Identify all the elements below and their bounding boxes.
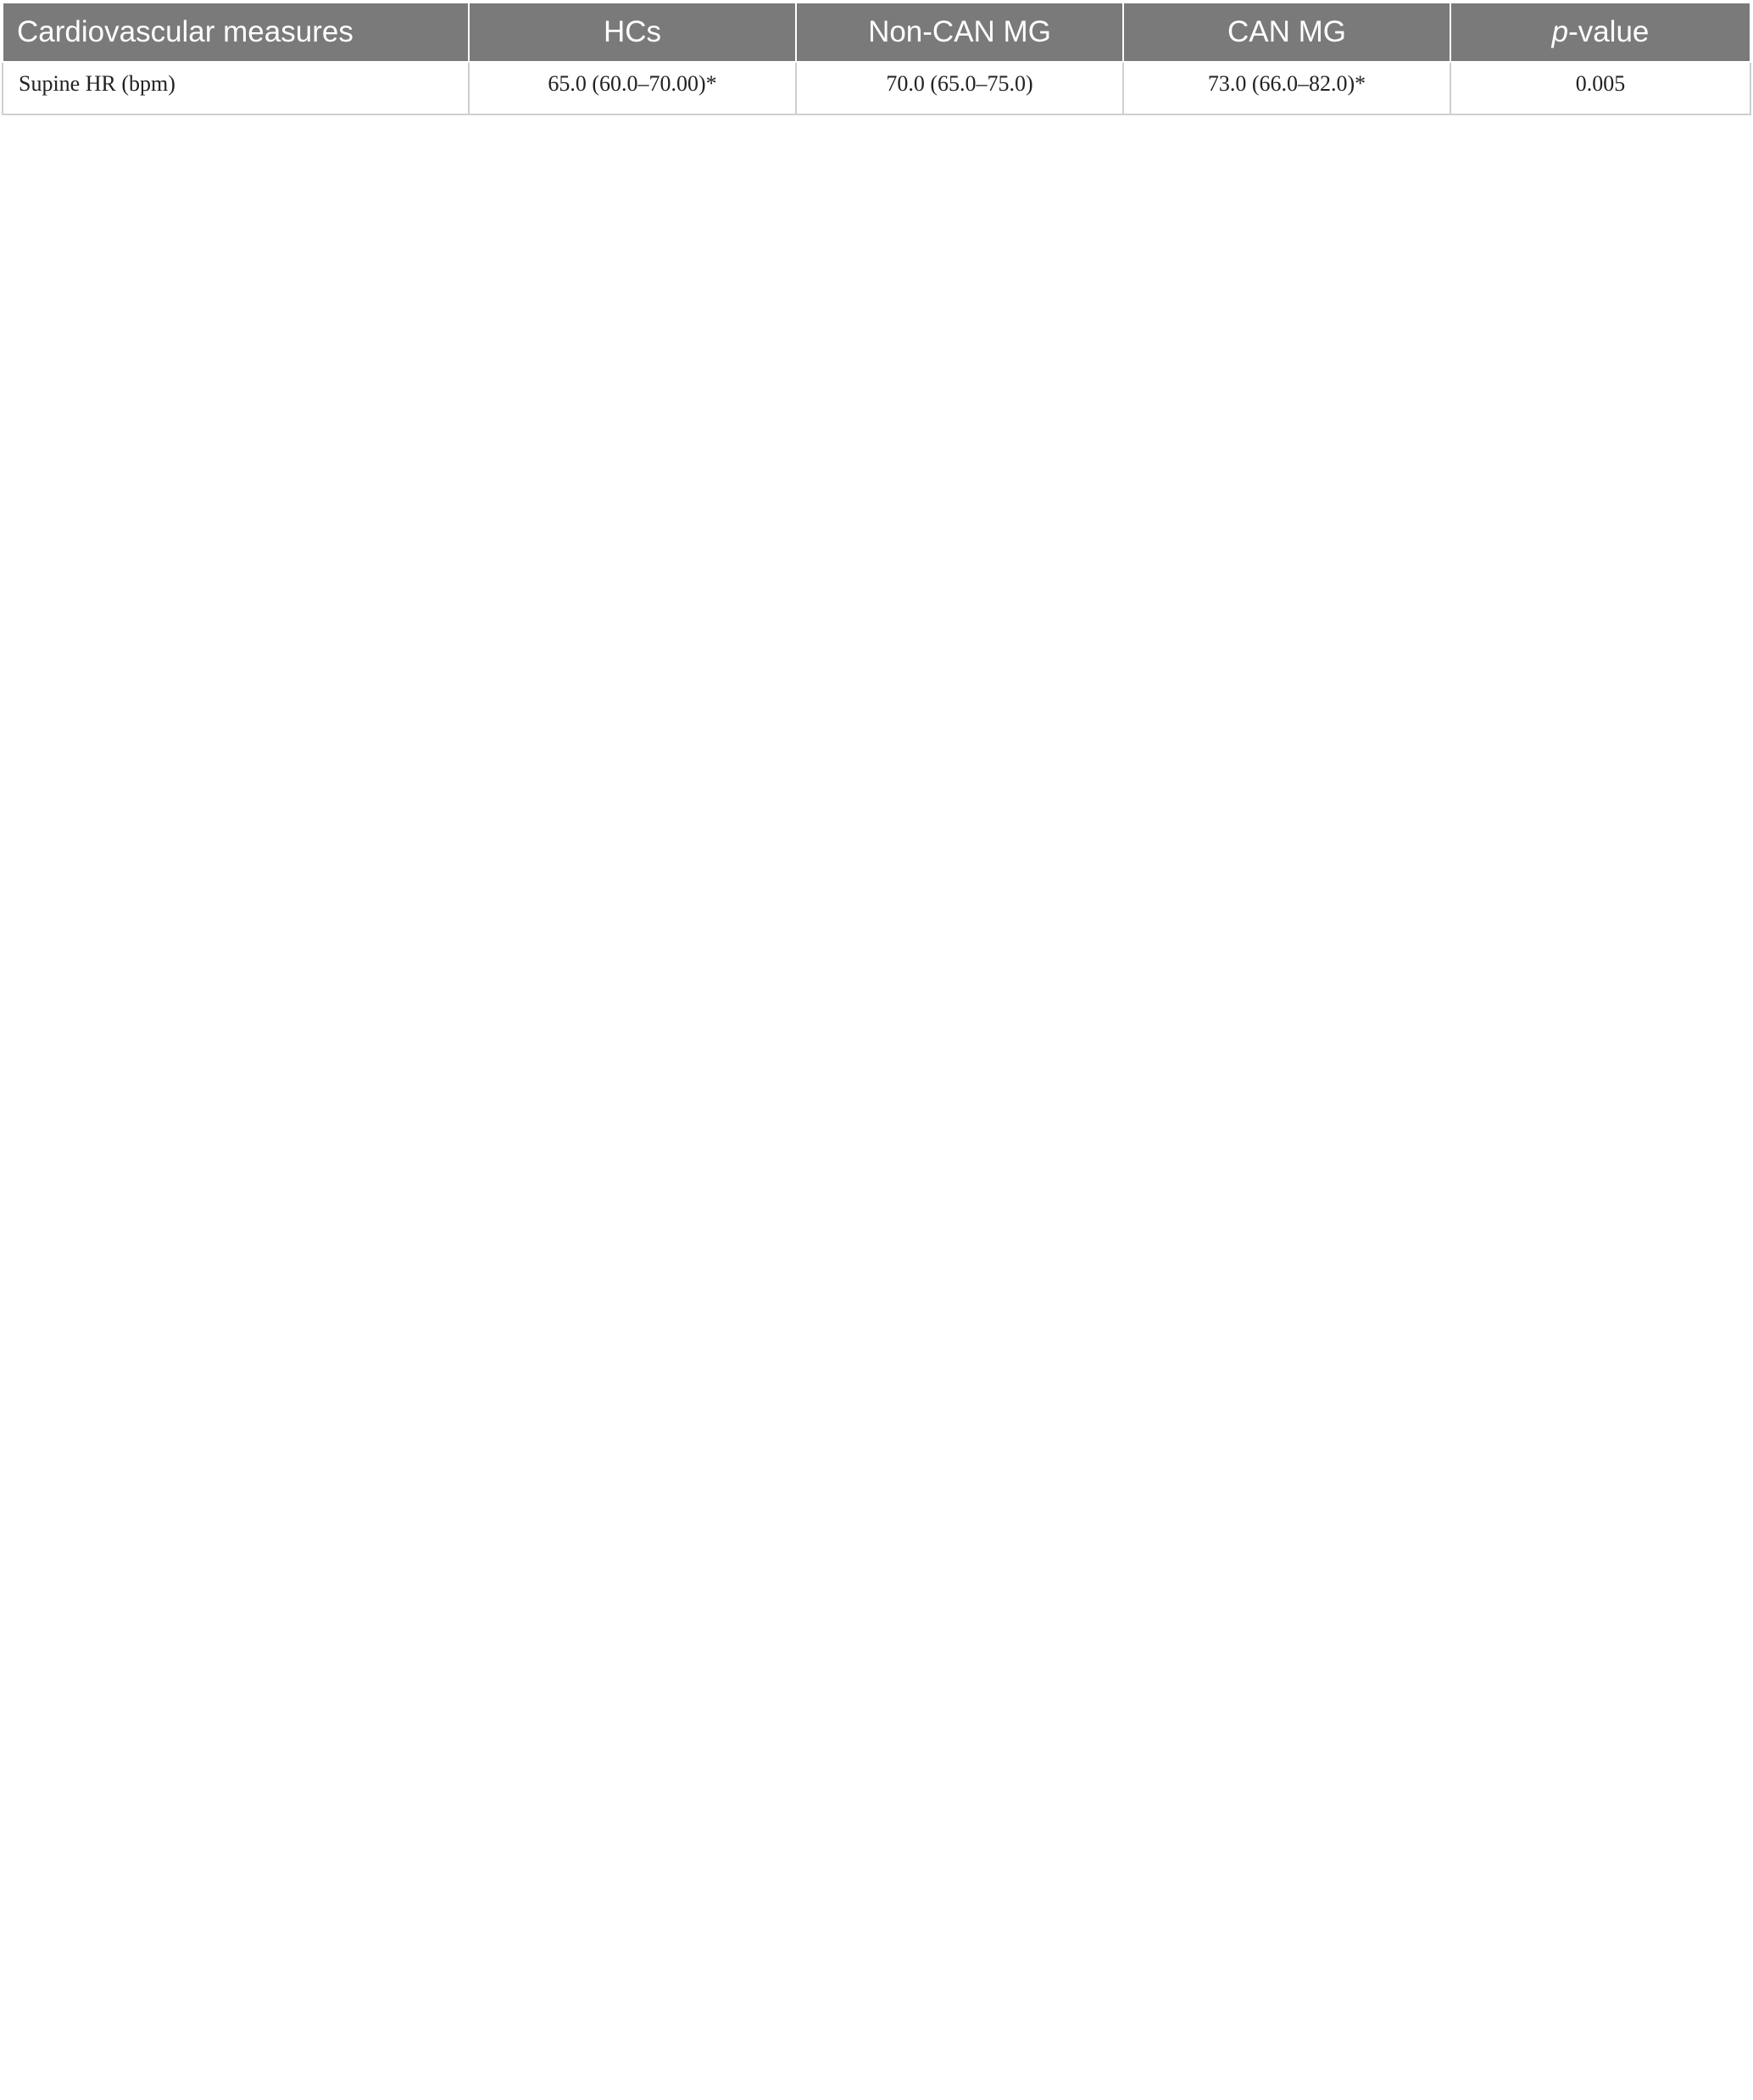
header-non-can-mg: Non-CAN MG (796, 3, 1123, 62)
cell-non-can-mg (796, 62, 1123, 114)
measure-name: Supine HR (bpm) (19, 71, 175, 96)
header-measures: Cardiovascular measures (3, 3, 469, 62)
header-row (3, 3, 1750, 62)
header-p-value (1450, 3, 1750, 62)
header-can-mg: CAN MG (1123, 3, 1450, 62)
cardiovascular-table (2, 2, 1751, 115)
value-text: 65.0 (60.0–70.00)* (548, 71, 717, 96)
header-p-text: -value (1568, 15, 1650, 48)
value-text: 70.0 (65.0–75.0) (886, 71, 1033, 96)
header-hcs: HCs (469, 3, 796, 62)
cell-can-mg (1123, 62, 1450, 114)
cell-hcs (469, 62, 796, 114)
value-text: 0.005 (1575, 71, 1626, 96)
header-p-italic: p (1551, 15, 1569, 48)
table-row (3, 62, 1750, 114)
measure-label (3, 62, 469, 114)
value-text: 73.0 (66.0–82.0)* (1207, 71, 1366, 96)
cell-p-value (1450, 62, 1750, 114)
